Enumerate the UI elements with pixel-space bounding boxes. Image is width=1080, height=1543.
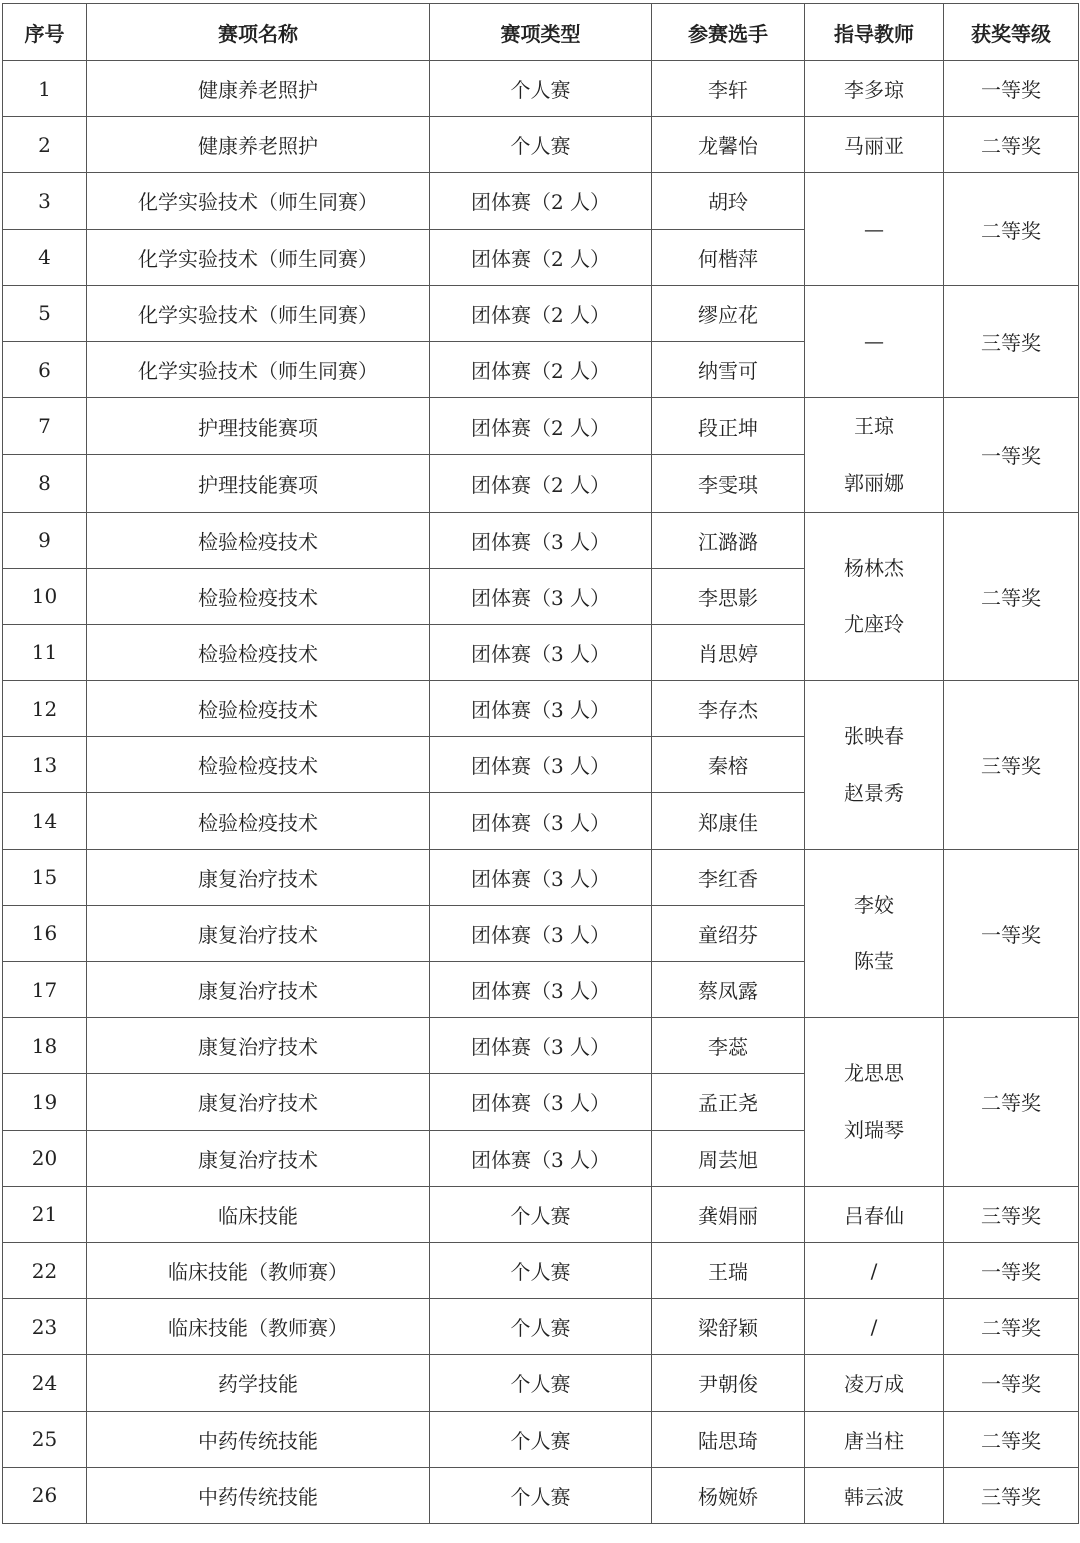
cell-player: 梁舒颖 bbox=[652, 1299, 805, 1355]
cell-event: 康复治疗技术 bbox=[87, 905, 430, 961]
cell-teacher: 吕春仙 bbox=[805, 1186, 944, 1242]
cell-type: 团体赛（2 人） bbox=[430, 455, 652, 512]
cell-seq: 11 bbox=[3, 624, 87, 680]
table-row bbox=[3, 512, 1079, 568]
table-row bbox=[3, 1467, 1079, 1523]
cell-teacher: 唐当柱 bbox=[805, 1411, 944, 1467]
cell-event: 健康养老照护 bbox=[87, 117, 430, 173]
cell-seq: 16 bbox=[3, 905, 87, 961]
cell-player: 蔡凤露 bbox=[652, 962, 805, 1018]
cell-seq: 9 bbox=[3, 512, 87, 568]
table-row bbox=[3, 285, 1079, 341]
cell-award: 一等奖 bbox=[944, 1355, 1079, 1411]
cell-type: 团体赛（2 人） bbox=[430, 285, 652, 341]
cell-seq: 22 bbox=[3, 1242, 87, 1298]
cell-player: 李轩 bbox=[652, 61, 805, 117]
teacher-name: 龙思思 bbox=[844, 1061, 904, 1086]
cell-player: 纳雪可 bbox=[652, 341, 805, 397]
cell-type: 团体赛（3 人） bbox=[430, 681, 652, 737]
cell-teacher: 韩云波 bbox=[805, 1467, 944, 1523]
cell-seq: 8 bbox=[3, 455, 87, 512]
teacher-name: 杨林杰 bbox=[844, 555, 904, 580]
cell-type: 团体赛（3 人） bbox=[430, 1074, 652, 1130]
cell-seq: 19 bbox=[3, 1074, 87, 1130]
cell-type: 团体赛（3 人） bbox=[430, 1018, 652, 1074]
cell-teacher bbox=[805, 681, 944, 850]
header-player: 参赛选手 bbox=[652, 4, 805, 61]
cell-player: 缪应花 bbox=[652, 285, 805, 341]
table-row bbox=[3, 1355, 1079, 1411]
cell-event: 护理技能赛项 bbox=[87, 398, 430, 455]
cell-player: 李思影 bbox=[652, 568, 805, 624]
teacher-name: 李姣 bbox=[854, 892, 894, 917]
cell-event: 药学技能 bbox=[87, 1355, 430, 1411]
cell-type: 团体赛（3 人） bbox=[430, 962, 652, 1018]
cell-event: 康复治疗技术 bbox=[87, 1018, 430, 1074]
cell-seq: 4 bbox=[3, 229, 87, 285]
table-row bbox=[3, 61, 1079, 117]
cell-seq: 13 bbox=[3, 737, 87, 793]
cell-type: 团体赛（3 人） bbox=[430, 624, 652, 680]
cell-teacher: 凌万成 bbox=[805, 1355, 944, 1411]
cell-player: 尹朝俊 bbox=[652, 1355, 805, 1411]
teacher-name: 陈莹 bbox=[854, 949, 894, 974]
cell-player: 李红香 bbox=[652, 849, 805, 905]
cell-award: 一等奖 bbox=[944, 1242, 1079, 1298]
cell-player: 杨婉娇 bbox=[652, 1467, 805, 1523]
cell-player: 李雯琪 bbox=[652, 455, 805, 512]
cell-event: 临床技能（教师赛） bbox=[87, 1299, 430, 1355]
cell-player: 龙馨怡 bbox=[652, 117, 805, 173]
cell-type: 团体赛（3 人） bbox=[430, 905, 652, 961]
cell-award: 三等奖 bbox=[944, 285, 1079, 397]
cell-event: 化学实验技术（师生同赛） bbox=[87, 285, 430, 341]
cell-event: 检验检疫技术 bbox=[87, 624, 430, 680]
cell-teacher: — bbox=[805, 173, 944, 285]
cell-type: 个人赛 bbox=[430, 1186, 652, 1242]
cell-event: 康复治疗技术 bbox=[87, 849, 430, 905]
cell-event: 检验检疫技术 bbox=[87, 568, 430, 624]
cell-type: 个人赛 bbox=[430, 117, 652, 173]
table-row bbox=[3, 681, 1079, 737]
table-row bbox=[3, 398, 1079, 455]
header-row bbox=[3, 4, 1079, 61]
cell-player: 李存杰 bbox=[652, 681, 805, 737]
cell-award: 三等奖 bbox=[944, 1467, 1079, 1523]
teacher-name: 尤座玲 bbox=[844, 612, 904, 637]
cell-seq: 23 bbox=[3, 1299, 87, 1355]
cell-event: 检验检疫技术 bbox=[87, 512, 430, 568]
cell-award: 二等奖 bbox=[944, 1411, 1079, 1467]
table-row bbox=[3, 1411, 1079, 1467]
cell-seq: 17 bbox=[3, 962, 87, 1018]
cell-player: 胡玲 bbox=[652, 173, 805, 229]
cell-player: 何楷萍 bbox=[652, 229, 805, 285]
cell-event: 康复治疗技术 bbox=[87, 962, 430, 1018]
cell-event: 化学实验技术（师生同赛） bbox=[87, 341, 430, 397]
teacher-name: 刘瑞琴 bbox=[844, 1117, 904, 1142]
table-row bbox=[3, 117, 1079, 173]
cell-event: 护理技能赛项 bbox=[87, 455, 430, 512]
cell-event: 临床技能（教师赛） bbox=[87, 1242, 430, 1298]
table-row bbox=[3, 1018, 1079, 1074]
header-award: 获奖等级 bbox=[944, 4, 1079, 61]
cell-type: 个人赛 bbox=[430, 1299, 652, 1355]
cell-type: 个人赛 bbox=[430, 1411, 652, 1467]
cell-award: 三等奖 bbox=[944, 1186, 1079, 1242]
cell-award: 二等奖 bbox=[944, 1299, 1079, 1355]
cell-type: 团体赛（3 人） bbox=[430, 568, 652, 624]
cell-seq: 14 bbox=[3, 793, 87, 849]
table-row bbox=[3, 1242, 1079, 1298]
table-row bbox=[3, 173, 1079, 229]
cell-event: 康复治疗技术 bbox=[87, 1130, 430, 1186]
cell-player: 段正坤 bbox=[652, 398, 805, 455]
cell-player: 周芸旭 bbox=[652, 1130, 805, 1186]
table-body bbox=[3, 61, 1079, 1524]
cell-player: 李蕊 bbox=[652, 1018, 805, 1074]
cell-type: 团体赛（3 人） bbox=[430, 737, 652, 793]
cell-type: 团体赛（2 人） bbox=[430, 229, 652, 285]
table-row bbox=[3, 1186, 1079, 1242]
header-teacher: 指导教师 bbox=[805, 4, 944, 61]
cell-event: 化学实验技术（师生同赛） bbox=[87, 173, 430, 229]
cell-seq: 2 bbox=[3, 117, 87, 173]
cell-player: 郑康佳 bbox=[652, 793, 805, 849]
cell-player: 童绍芬 bbox=[652, 905, 805, 961]
cell-award: 二等奖 bbox=[944, 173, 1079, 285]
cell-type: 团体赛（2 人） bbox=[430, 173, 652, 229]
cell-award: 三等奖 bbox=[944, 681, 1079, 850]
cell-teacher: — bbox=[805, 285, 944, 397]
cell-type: 个人赛 bbox=[430, 61, 652, 117]
cell-seq: 20 bbox=[3, 1130, 87, 1186]
cell-type: 团体赛（3 人） bbox=[430, 849, 652, 905]
cell-seq: 15 bbox=[3, 849, 87, 905]
cell-seq: 18 bbox=[3, 1018, 87, 1074]
cell-seq: 25 bbox=[3, 1411, 87, 1467]
table-row bbox=[3, 849, 1079, 905]
teacher-name: 郭丽娜 bbox=[844, 470, 904, 495]
cell-teacher bbox=[805, 1018, 944, 1187]
cell-event: 检验检疫技术 bbox=[87, 793, 430, 849]
header-seq: 序号 bbox=[3, 4, 87, 61]
cell-award: 二等奖 bbox=[944, 117, 1079, 173]
cell-event: 中药传统技能 bbox=[87, 1467, 430, 1523]
cell-event: 健康养老照护 bbox=[87, 61, 430, 117]
cell-award: 二等奖 bbox=[944, 1018, 1079, 1187]
cell-type: 个人赛 bbox=[430, 1467, 652, 1523]
cell-teacher bbox=[805, 398, 944, 512]
teacher-name: 赵景秀 bbox=[844, 780, 904, 805]
cell-seq: 1 bbox=[3, 61, 87, 117]
cell-event: 临床技能 bbox=[87, 1186, 430, 1242]
cell-player: 孟正尧 bbox=[652, 1074, 805, 1130]
cell-player: 秦榕 bbox=[652, 737, 805, 793]
cell-player: 龚娟丽 bbox=[652, 1186, 805, 1242]
cell-seq: 7 bbox=[3, 398, 87, 455]
teacher-name: 张映春 bbox=[844, 724, 904, 749]
cell-award: 一等奖 bbox=[944, 398, 1079, 512]
cell-teacher: / bbox=[805, 1299, 944, 1355]
cell-seq: 24 bbox=[3, 1355, 87, 1411]
header-event: 赛项名称 bbox=[87, 4, 430, 61]
teacher-name: 王琼 bbox=[854, 414, 894, 439]
cell-event: 检验检疫技术 bbox=[87, 681, 430, 737]
cell-teacher bbox=[805, 512, 944, 681]
cell-type: 团体赛（2 人） bbox=[430, 341, 652, 397]
cell-type: 团体赛（3 人） bbox=[430, 1130, 652, 1186]
header-type: 赛项类型 bbox=[430, 4, 652, 61]
cell-type: 团体赛（3 人） bbox=[430, 793, 652, 849]
cell-seq: 5 bbox=[3, 285, 87, 341]
cell-seq: 6 bbox=[3, 341, 87, 397]
cell-seq: 3 bbox=[3, 173, 87, 229]
cell-teacher: 马丽亚 bbox=[805, 117, 944, 173]
cell-event: 化学实验技术（师生同赛） bbox=[87, 229, 430, 285]
cell-type: 团体赛（3 人） bbox=[430, 512, 652, 568]
cell-player: 陆思琦 bbox=[652, 1411, 805, 1467]
cell-seq: 10 bbox=[3, 568, 87, 624]
cell-award: 二等奖 bbox=[944, 512, 1079, 681]
cell-teacher: 李多琼 bbox=[805, 61, 944, 117]
cell-player: 肖思婷 bbox=[652, 624, 805, 680]
cell-award: 一等奖 bbox=[944, 61, 1079, 117]
cell-type: 个人赛 bbox=[430, 1355, 652, 1411]
cell-event: 康复治疗技术 bbox=[87, 1074, 430, 1130]
cell-type: 团体赛（2 人） bbox=[430, 398, 652, 455]
cell-seq: 26 bbox=[3, 1467, 87, 1523]
cell-teacher bbox=[805, 849, 944, 1018]
cell-teacher: / bbox=[805, 1242, 944, 1298]
cell-event: 中药传统技能 bbox=[87, 1411, 430, 1467]
awards-table bbox=[2, 3, 1079, 1524]
table-row bbox=[3, 1299, 1079, 1355]
cell-award: 一等奖 bbox=[944, 849, 1079, 1018]
cell-player: 江潞潞 bbox=[652, 512, 805, 568]
cell-player: 王瑞 bbox=[652, 1242, 805, 1298]
cell-type: 个人赛 bbox=[430, 1242, 652, 1298]
cell-seq: 21 bbox=[3, 1186, 87, 1242]
cell-event: 检验检疫技术 bbox=[87, 737, 430, 793]
cell-seq: 12 bbox=[3, 681, 87, 737]
